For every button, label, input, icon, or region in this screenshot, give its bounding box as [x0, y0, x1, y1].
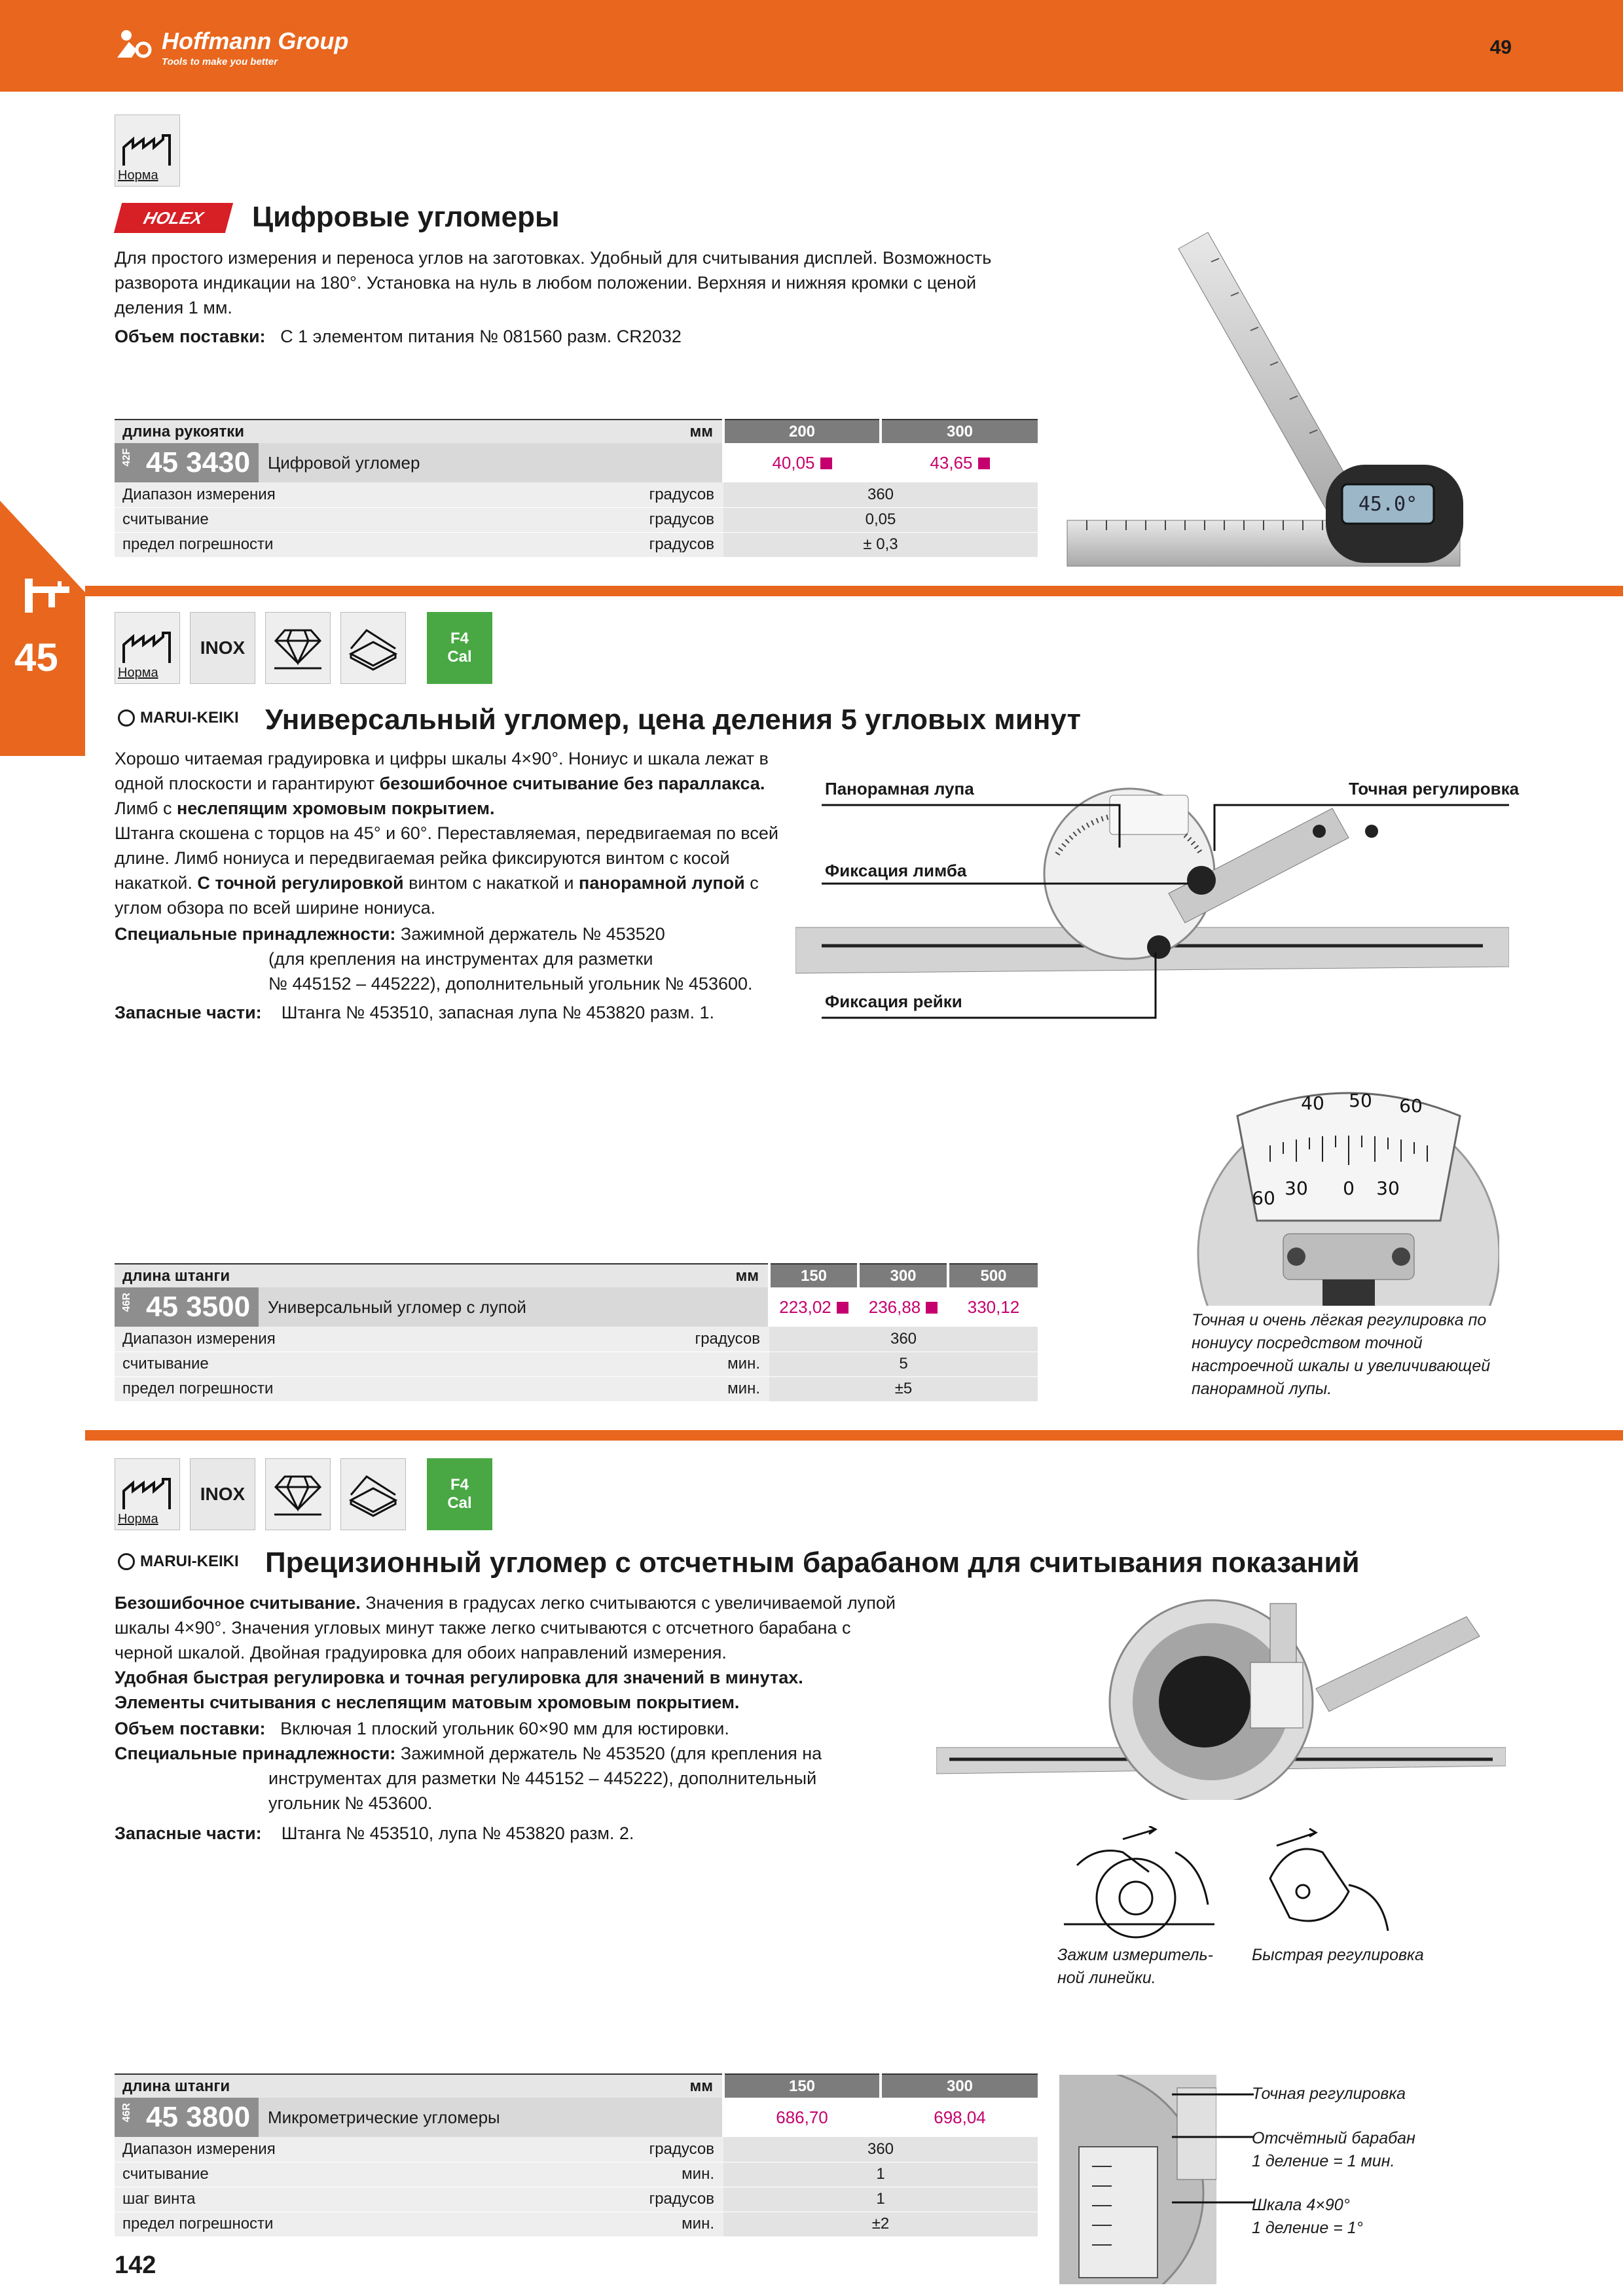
svg-text:60: 60	[1399, 1095, 1423, 1117]
order-marker-icon	[978, 457, 990, 469]
diamond-icon	[265, 1458, 331, 1530]
article-number: 45 3430	[146, 446, 251, 478]
case-icon	[340, 612, 406, 684]
section3-accessories: Специальные принадлежности: Зажимной держатель № 453520 (для крепления на	[115, 1744, 822, 1763]
section3-description: Безошибочное считывание. Значения в градусах легко считываются с увеличиваемой лупой шкалы 4×90°. Значения угловых минут также легко считываются с отсчетного барабана с черной шкалой. Двойная градуировка для обоих направлений измерения. Удобная быстрая регулировка и точная регулировка для значений в минутах. Элементы считывания с неслепящим матовым хромовым покрытием.	[115, 1593, 896, 1712]
norma-icon: Норма	[115, 115, 180, 187]
price-cell[interactable]: 698,04	[881, 2098, 1038, 2137]
spec-row: Диапазон измерения градусов 360	[115, 1327, 1038, 1352]
precision-protractor-image	[936, 1590, 1506, 1800]
marui-brand-badge: MARUI-KEIKI	[118, 709, 239, 727]
size-column-header: 300	[881, 420, 1038, 443]
svg-text:50: 50	[1349, 1090, 1372, 1111]
svg-text:30: 30	[1285, 1177, 1308, 1199]
price-cell[interactable]: 40,05	[723, 443, 881, 482]
drum-callout-lines	[1172, 2081, 1257, 2251]
brand-tagline: Tools to make you better	[162, 56, 278, 67]
spec-row: предел погрешности мин. ±2	[115, 2212, 1038, 2236]
brand-name: Hoffmann Group	[162, 27, 349, 54]
size-column-header: 200	[723, 420, 881, 443]
price-cell[interactable]: 330,12	[948, 1287, 1038, 1327]
page-number-bottom: 142	[115, 2251, 156, 2279]
article-name: Микрометрические угломеры	[259, 2098, 722, 2137]
quick-adjust-sketch-image	[1250, 1826, 1408, 1944]
spec-row: Диапазон измерения градусов 360	[115, 2137, 1038, 2162]
price-cell[interactable]: 686,70	[723, 2098, 881, 2137]
calibration-badge-icon: F4 Cal	[427, 612, 492, 684]
section2-description: Хорошо читаемая градуировка и цифры шкалы 4×90°. Нониус и шкала лежат в одной плоскости и гарантируют безошибочное считывание без параллакса. Лимб с неслепящим хромовым покрытием. Штанга скошена с торцов на 45° и 60°. Переставляемая, передвигаемая по всей длине. Лимб нониуса и передвигаемая рейка фиксируются винтом с косой накаткой. С точной регулировкой винтом с накаткой и панорамной лупой с углом обзора по всей ширине нониуса.	[115, 749, 778, 918]
article-name: Универсальный угломер с лупой	[259, 1287, 768, 1327]
case-icon	[340, 1458, 406, 1530]
spec-row: считывание мин. 5	[115, 1352, 1038, 1376]
section1-description: Для простого измерения и переноса углов на заготовках. Удобный для считывания дисплей. Возможность разворота индикации на 180°. Установка на нуль в любом положении. Верхняя и нижняя кромки с ценой деления 1 мм.	[115, 248, 992, 317]
callout-scale: Шкала 4×90° 1 деление = 1°	[1252, 2196, 1363, 2237]
price-cell[interactable]: 43,65	[881, 443, 1038, 482]
section3-delivery: Объем поставки: Включая 1 плоский угольник 60×90 мм для юстировки.	[115, 1719, 729, 1738]
callout-rail-lock: Фиксация рейки	[825, 992, 962, 1011]
callout-drum: Отсчётный барабан 1 деление = 1 мин.	[1252, 2129, 1415, 2170]
chapter-number: 45	[14, 636, 58, 679]
svg-text:0: 0	[1343, 1177, 1355, 1199]
section-divider	[85, 586, 1623, 596]
callout-fine-adjustment: Точная регулировка	[1349, 779, 1520, 798]
article-number: 45 3500	[146, 1291, 251, 1323]
table-header-row: длина рукоятки мм 200 300	[115, 420, 1038, 443]
caliper-icon	[18, 576, 71, 615]
order-marker-icon	[926, 1302, 938, 1314]
section2-accessories: Специальные принадлежности: Зажимной держатель № 453520	[115, 924, 665, 944]
inox-icon: INOX	[190, 1458, 255, 1530]
digital-protractor-image	[1061, 223, 1519, 576]
table-header-row: длина штанги мм 150 300 500	[115, 1264, 1038, 1287]
section2-caption: Точная и очень лёгкая регулировка по нониусу посредством точной настроечной шкалы и увеличивающей панорамной лупы.	[1192, 1311, 1491, 1398]
size-column-header: 150	[723, 2074, 881, 2098]
article-row[interactable]: 42F 45 3430 Цифровой угломер 40,05 43,65	[115, 443, 1038, 482]
size-column-header: 150	[769, 1264, 858, 1287]
size-column-header: 300	[881, 2074, 1038, 2098]
calibration-badge-icon: F4 Cal	[427, 1458, 492, 1530]
callout-lines	[822, 785, 1509, 1028]
section2-spec-table	[115, 1263, 1038, 1402]
spec-row: предел погрешности мин. ±5	[115, 1376, 1038, 1401]
callout-panoramic-lupa: Панорамная лупа	[825, 779, 974, 798]
page-number-top: 49	[1489, 37, 1512, 58]
caption-clamp: Зажим измеритель- ной линейки.	[1057, 1946, 1214, 1987]
price-cell[interactable]: 223,02	[769, 1287, 858, 1327]
section2-title: Универсальный угломер, цена деления 5 угловых минут	[265, 704, 1082, 736]
svg-text:40: 40	[1301, 1092, 1324, 1114]
diamond-icon	[265, 612, 331, 684]
spec-row: шаг винта градусов 1	[115, 2187, 1038, 2212]
clamp-sketch-image	[1051, 1826, 1228, 1944]
marui-logo-icon	[118, 1553, 135, 1570]
section1-title: Цифровые угломеры	[252, 201, 560, 233]
section1-spec-table	[115, 419, 1038, 558]
language-code: RUE	[1562, 31, 1573, 54]
spec-row: Диапазон измерения градусов 360	[115, 482, 1038, 507]
article-row[interactable]: 46R 45 3800 Микрометрические угломеры 686,70 698,04	[115, 2098, 1038, 2137]
spec-row: предел погрешности градусов ± 0,3	[115, 532, 1038, 557]
size-column-header: 300	[858, 1264, 948, 1287]
marui-logo-icon	[118, 709, 135, 726]
holex-brand-badge: HOLEX	[114, 203, 233, 233]
section3-spare-parts: Запасные части: Штанга № 453510, лупа № 453820 разм. 2.	[115, 1823, 634, 1843]
table-header-row: длина штанги мм 150 300	[115, 2074, 1038, 2098]
svg-text:30: 30	[1376, 1177, 1400, 1199]
svg-text:45.0°: 45.0°	[1358, 493, 1418, 516]
section2-spare-parts: Запасные части: Штанга № 453510, запасная лупа № 453820 разм. 1.	[115, 1003, 715, 1022]
hoffmann-logo-icon	[115, 27, 160, 60]
article-row[interactable]: 46R 45 3500 Универсальный угломер с лупой 223,02 236,88 330,12	[115, 1287, 1038, 1327]
marui-brand-badge: MARUI-KEIKI	[118, 1552, 239, 1571]
inox-icon: INOX	[190, 612, 255, 684]
size-column-header: 500	[948, 1264, 1038, 1287]
spec-row: считывание градусов 0,05	[115, 507, 1038, 532]
article-name: Цифровой угломер	[259, 443, 722, 482]
norma-icon: Норма	[115, 1458, 180, 1530]
section3-title: Прецизионный угломер с отсчетным барабаном для считывания показаний	[265, 1547, 1360, 1579]
brand-logo[interactable]	[115, 27, 348, 67]
svg-text:60: 60	[1252, 1187, 1275, 1209]
section-divider	[85, 1430, 1623, 1441]
spec-row: считывание мин. 1	[115, 2162, 1038, 2187]
price-cell[interactable]: 236,88	[858, 1287, 948, 1327]
section3-spec-table	[115, 2073, 1038, 2237]
norma-icon: Норма	[115, 612, 180, 684]
callout-limb-lock: Фиксация лимба	[825, 861, 967, 880]
callout-drum-fine: Точная регулировка	[1252, 2085, 1406, 2103]
caption-quick-adjust: Быстрая регулировка	[1252, 1946, 1424, 1964]
vernier-detail-image	[1192, 1083, 1499, 1306]
chapter-tab	[0, 501, 85, 756]
section1-delivery: Объем поставки: С 1 элементом питания № 081560 разм. CR2032	[115, 327, 682, 346]
article-number: 45 3800	[146, 2101, 251, 2133]
order-marker-icon	[837, 1302, 848, 1314]
order-marker-icon	[820, 457, 832, 469]
